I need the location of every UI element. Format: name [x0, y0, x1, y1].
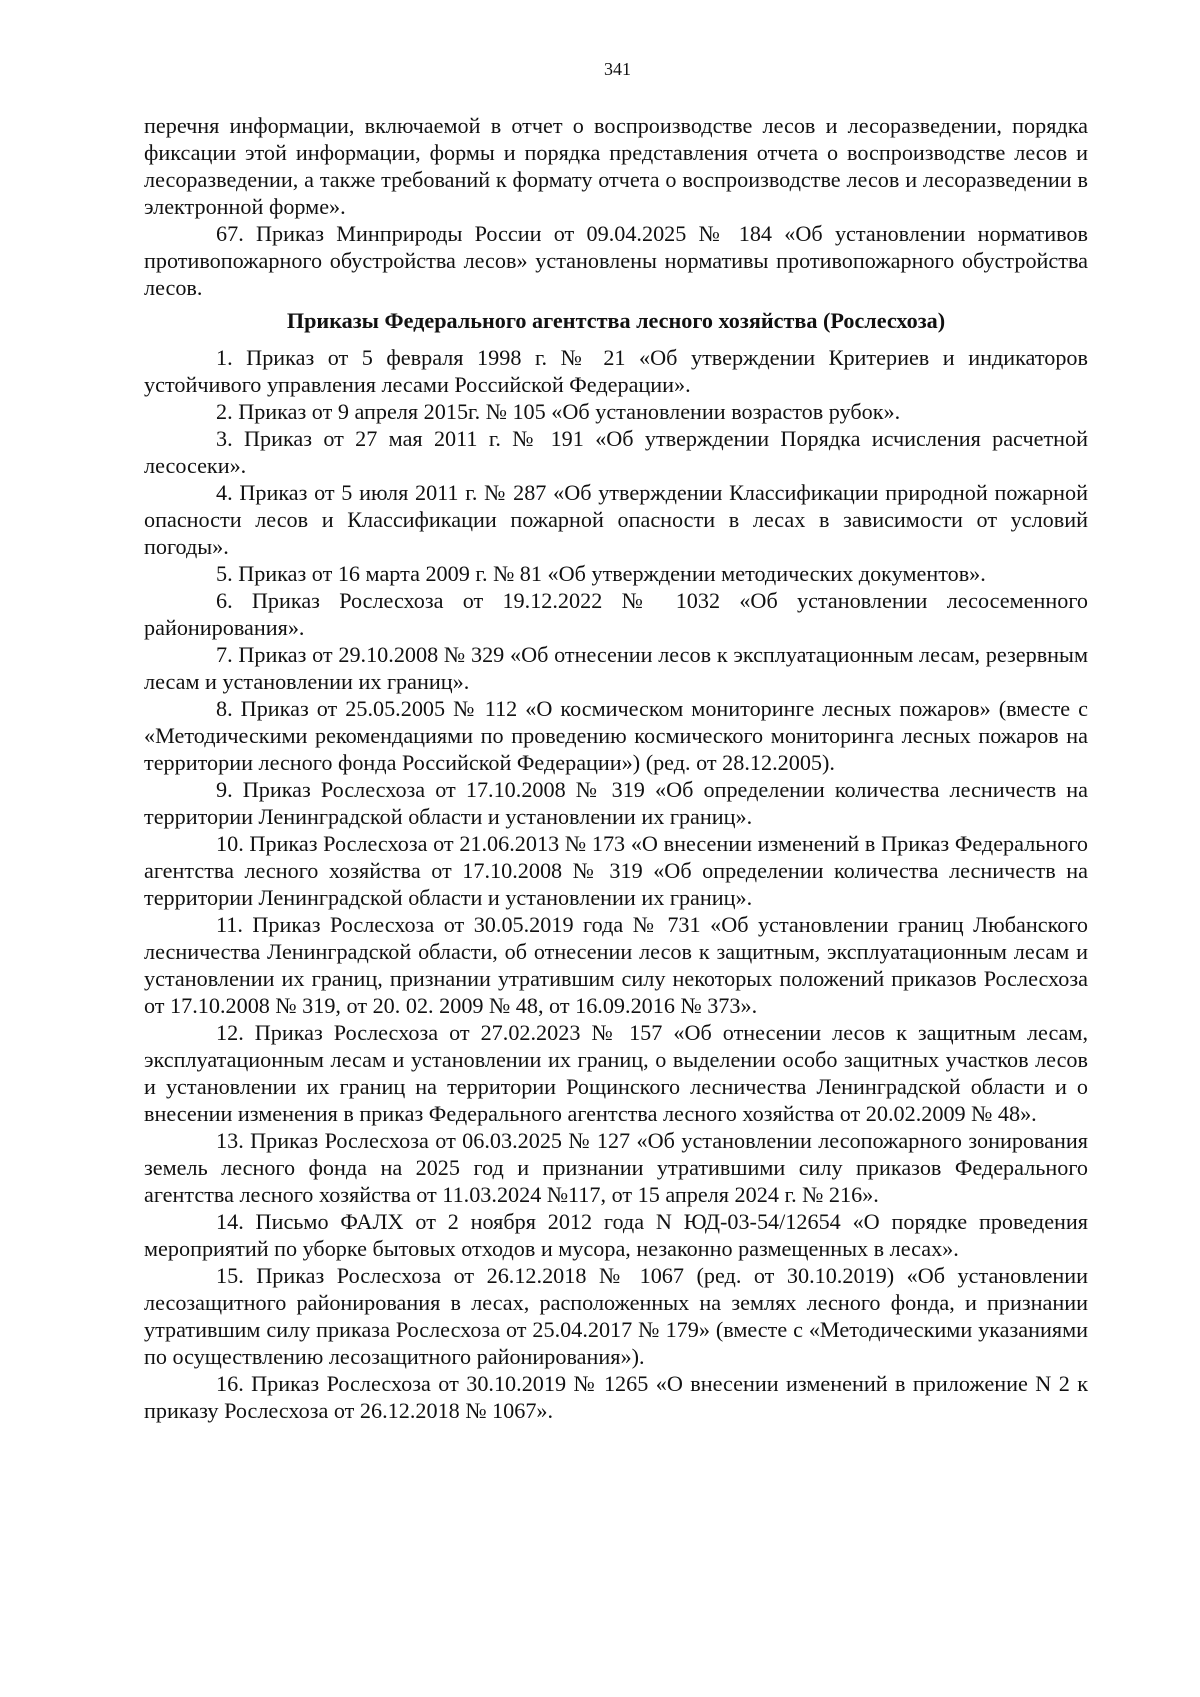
list-item: 9. Приказ Рослесхоза от 17.10.2008 № 319 «Об определении количества лесничеств на территории Ленинградской области и установлении их границ».: [144, 777, 1088, 829]
list-item: 6. Приказ Рослесхоза от 19.12.2022 № 1032 «Об установлении лесосеменного районирования».: [144, 588, 1088, 640]
intro-paragraph-continuation: перечня информации, включаемой в отчет о воспроизводстве лесов и лесоразведении, порядка фиксации этой информации, формы и порядка представления отчета о воспроизводстве лесов и лесоразведении, а также требований к формату отчета о воспроизводстве лесов и лесоразведении в электронной форме».: [144, 113, 1088, 219]
list-item: 3. Приказ от 27 мая 2011 г. № 191 «Об утверждении Порядка исчисления расчетной лесосеки».: [144, 426, 1088, 478]
intro-paragraph-item-67: 67. Приказ Минприроды России от 09.04.2025 № 184 «Об установлении нормативов противопожарного обустройства лесов» установлены нормативы противопожарного обустройства лесов.: [144, 221, 1088, 300]
list-item: 13. Приказ Рослесхоза от 06.03.2025 № 127 «Об установлении лесопожарного зонирования земель лесного фонда на 2025 год и признании утратившими силу приказов Федерального агентства лесного хозяйства от 11.03.2024 №117, от 15 апреля 2024 г. № 216».: [144, 1128, 1088, 1207]
list-item: 14. Письмо ФАЛХ от 2 ноября 2012 года N ЮД-03-54/12654 «О порядке проведения мероприятий по уборке бытовых отходов и мусора, незаконно размещенных в лесах».: [144, 1209, 1088, 1261]
list-item: 10. Приказ Рослесхоза от 21.06.2013 № 173 «О внесении изменений в Приказ Федерального агентства лесного хозяйства от 17.10.2008 № 319 «Об определении количества лесничеств на территории Ленинградской области и установлении их границ».: [144, 831, 1088, 910]
document-body: [144, 112, 1088, 1424]
list-item: 16. Приказ Рослесхоза от 30.10.2019 № 1265 «О внесении изменений в приложение N 2 к приказу Рослесхоза от 26.12.2018 № 1067».: [144, 1371, 1088, 1423]
list-item: 5. Приказ от 16 марта 2009 г. № 81 «Об утверждении методических документов».: [216, 561, 986, 586]
list-item: 1. Приказ от 5 февраля 1998 г. № 21 «Об утверждении Критериев и индикаторов устойчивого управления лесами Российской Федерации».: [144, 345, 1088, 397]
list-item: 4. Приказ от 5 июля 2011 г. № 287 «Об утверждении Классификации природной пожарной опасности лесов и Классификации пожарной опасности в лесах в зависимости от условий погоды».: [144, 480, 1088, 559]
list-item: 7. Приказ от 29.10.2008 № 329 «Об отнесении лесов к эксплуатационным лесам, резервным лесам и установлении их границ».: [144, 642, 1088, 694]
list-item: 12. Приказ Рослесхоза от 27.02.2023 № 157 «Об отнесении лесов к защитным лесам, эксплуатационным лесам и установлении их границ, о выделении особо защитных участков лесов и установлении их границ на территории Рощинского лесничества Ленинградской области и о внесении изменения в приказ Федерального агентства лесного хозяйства от 20.02.2009 № 48».: [144, 1020, 1088, 1126]
page-number: 341: [604, 59, 631, 79]
list-item: 11. Приказ Рослесхоза от 30.05.2019 года № 731 «Об установлении границ Любанского лесничества Ленинградской области, об отнесении лесов к защитным, эксплуатационным лесам и установлении их границ, признании утратившим силу некоторых положений приказов Рослесхоза от 17.10.2008 № 319, от 20. 02. 2009 № 48, от 16.09.2016 № 373».: [144, 912, 1088, 1018]
list-item: 8. Приказ от 25.05.2005 № 112 «О космическом мониторинге лесных пожаров» (вместе с «Методическими рекомендациями по проведению космического мониторинга лесных пожаров на территории лесного фонда Российской Федерации») (ред. от 28.12.2005).: [144, 696, 1088, 775]
list-item: 15. Приказ Рослесхоза от 26.12.2018 № 1067 (ред. от 30.10.2019) «Об установлении лесозащитного районирования в лесах, расположенных на землях лесного фонда, и признании утратившим силу приказа Рослесхоза от 25.04.2017 № 179» (вместе с «Методическими указаниями по осуществлению лесозащитного районирования»).: [144, 1263, 1088, 1369]
section-heading: Приказы Федерального агентства лесного хозяйства (Рослесхоза): [286, 308, 946, 333]
list-item: 2. Приказ от 9 апреля 2015г. № 105 «Об установлении возрастов рубок».: [216, 399, 901, 424]
